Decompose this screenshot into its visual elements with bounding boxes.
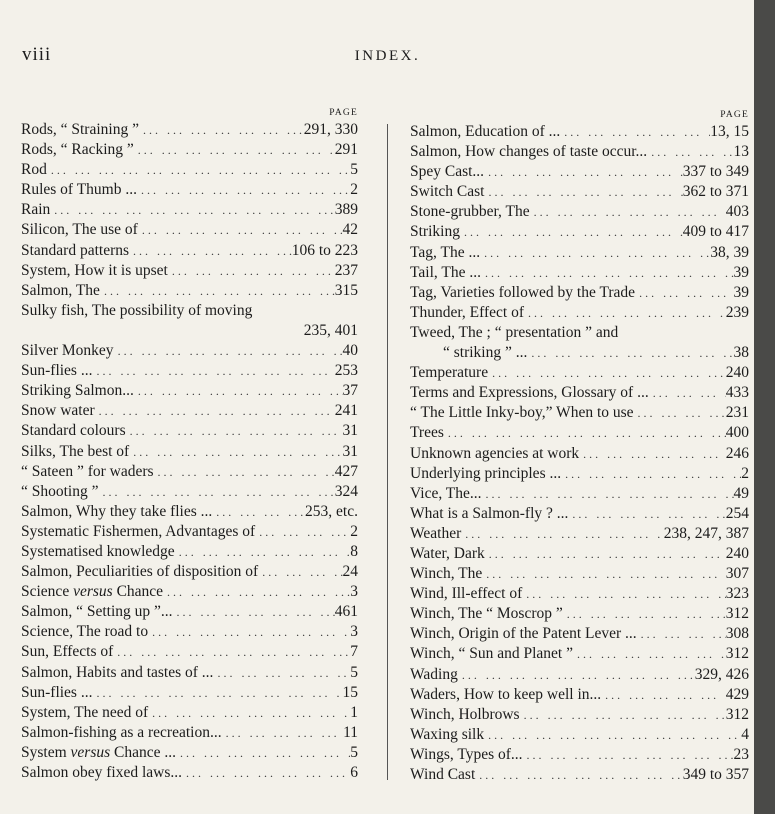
dot-leader — [113, 642, 350, 662]
entry-term: Stone-grubber, The — [410, 203, 530, 221]
index-entry — [21, 703, 358, 723]
entry-pages: 38 — [733, 344, 749, 362]
index-entry — [21, 200, 358, 220]
entry-term: Wind Cast — [410, 766, 476, 783]
entry-pages: 312 — [725, 705, 749, 723]
index-entry — [21, 341, 358, 361]
index-entry — [410, 303, 749, 323]
entry-pages: 315 — [334, 281, 358, 299]
entry-pages: 291 — [334, 141, 358, 159]
entry-pages: 42 — [342, 221, 358, 239]
entry-pages: 2 — [350, 181, 358, 199]
dot-leader — [522, 584, 725, 604]
dot-leader — [649, 383, 726, 403]
dot-leader — [168, 261, 335, 281]
entry-pages: 1 — [350, 703, 358, 721]
index-entry — [21, 542, 358, 562]
index-entry — [410, 705, 749, 725]
index-entry — [21, 361, 358, 381]
entry-term: Winch, “ Sun and Planet ” — [410, 645, 573, 663]
entry-pages: 400 — [725, 424, 749, 442]
entry-pages: 5 — [350, 663, 358, 681]
dot-leader — [154, 462, 335, 482]
entry-term: Wings, Types of... — [410, 745, 523, 763]
page-edge-shadow — [754, 0, 775, 814]
entry-term: Sun-flies ... — [21, 683, 93, 701]
entry-term: Terms and Expressions, Glossary of ... — [410, 384, 649, 402]
entry-term: Salmon, “ Setting up ”... — [21, 603, 173, 621]
dot-leader — [134, 140, 335, 160]
index-entry — [21, 482, 358, 502]
dot-leader — [527, 343, 733, 363]
dot-leader — [92, 683, 342, 703]
entry-term: Rods, “ Racking ” — [21, 141, 134, 159]
entry-term: Snow water — [21, 402, 95, 420]
index-entry — [21, 743, 358, 763]
dot-leader — [561, 464, 741, 484]
entry-term: Sun-flies ... — [21, 362, 93, 380]
entry-term: Standard patterns — [21, 241, 130, 259]
index-entry — [410, 403, 749, 423]
entry-term: Tag, Varieties followed by the Trade — [410, 283, 636, 301]
entry-term: Tweed, The ; “ presentation ” and — [410, 323, 619, 341]
dot-leader — [635, 283, 733, 303]
entry-term: Systematised knowledge — [21, 542, 175, 560]
entry-pages: 349 to 357 — [682, 766, 749, 783]
right-index-column — [410, 106, 749, 785]
entry-term: Rain — [21, 201, 51, 219]
index-entry — [21, 582, 358, 602]
dot-leader — [520, 705, 726, 725]
entry-term: “ Shooting ” — [21, 482, 99, 500]
index-entry — [410, 544, 749, 564]
entry-term: “ striking ” ... — [443, 344, 528, 362]
entry-pages: 239 — [725, 303, 749, 321]
entry-pages: 324 — [334, 482, 358, 500]
entry-term: Winch, Holbrows — [410, 705, 520, 723]
entry-term: Salmon, Peculiarities of disposition of — [21, 563, 259, 581]
dot-leader — [137, 180, 350, 200]
dot-leader — [95, 401, 335, 421]
index-entry — [410, 745, 749, 765]
entry-pages: 8 — [350, 542, 358, 560]
entry-term: Silver Monkey — [21, 342, 114, 360]
entry-term: Vice, The... — [410, 484, 482, 502]
entry-term: Salmon, Why they take flies ... — [21, 502, 213, 520]
entry-pages: 253, etc. — [305, 502, 358, 520]
index-entry — [410, 665, 749, 685]
entry-pages: 39 — [733, 283, 749, 301]
entry-pages: 31 — [342, 442, 358, 460]
index-entry — [21, 663, 358, 683]
entry-term: Wind, Ill-effect of — [410, 585, 523, 603]
index-entry — [410, 464, 749, 484]
entry-pages: 291, 330 — [303, 121, 358, 138]
dot-leader — [458, 665, 695, 685]
index-entry — [410, 222, 749, 242]
dot-leader — [488, 363, 726, 383]
entry-term: Sulky fish, The possibility of moving — [21, 301, 253, 319]
index-entry — [21, 381, 358, 401]
entry-term: Science versus Chance — [21, 583, 164, 601]
entry-pages: 24 — [342, 563, 358, 581]
dot-leader — [175, 542, 351, 562]
entry-term: Trees — [410, 424, 444, 442]
column-divider — [387, 124, 388, 780]
dot-leader — [173, 602, 335, 622]
entry-term: Wading — [410, 665, 458, 683]
entry-pages: 403 — [725, 203, 749, 221]
dot-leader — [182, 763, 350, 783]
index-entry — [410, 423, 749, 443]
index-entry — [410, 604, 749, 624]
dot-leader — [92, 361, 334, 381]
index-entry — [410, 343, 749, 363]
dot-leader — [444, 423, 726, 443]
dot-leader — [481, 263, 734, 283]
entry-term: Rods, “ Straining ” — [21, 121, 139, 138]
index-entry — [21, 763, 358, 783]
index-entry — [410, 202, 749, 222]
entry-term: Salmon-fishing as a recreation... — [21, 723, 222, 741]
dot-leader — [647, 142, 733, 162]
entry-term: Salmon, Education of ... — [410, 123, 561, 140]
index-entry — [21, 462, 358, 482]
entry-term: Winch, The “ Moscrop ” — [410, 605, 563, 623]
entry-term: Switch Cast — [410, 183, 485, 201]
entry-pages: 246 — [725, 444, 749, 462]
entry-term: Temperature — [410, 364, 489, 382]
dot-leader — [480, 243, 710, 263]
dot-leader — [114, 341, 343, 361]
dot-leader — [523, 745, 734, 765]
entry-pages: 5 — [350, 743, 358, 761]
dot-leader — [485, 544, 726, 564]
dot-leader — [148, 703, 350, 723]
entry-pages: 308 — [725, 625, 749, 643]
entry-pages: 4 — [741, 725, 749, 743]
dot-leader — [560, 122, 710, 142]
entry-pages: 13, 15 — [710, 123, 749, 140]
page-number: viii — [22, 44, 52, 65]
index-entry — [410, 584, 749, 604]
entry-pages: 106 to 223 — [291, 241, 358, 259]
index-entry — [410, 624, 749, 644]
entry-pages: 429 — [725, 685, 749, 703]
entry-pages: 240 — [725, 544, 749, 562]
entry-pages: 362 to 371 — [682, 183, 749, 201]
index-entry — [21, 522, 358, 542]
entry-pages: 39 — [733, 263, 749, 281]
entry-term: Salmon, How changes of taste occur... — [410, 143, 648, 161]
index-entry — [21, 683, 358, 703]
entry-term: Systematic Fishermen, Advantages of — [21, 522, 256, 540]
dot-leader — [100, 281, 335, 301]
dot-leader — [485, 182, 683, 202]
entry-term: What is a Salmon-fly ? ... — [410, 504, 569, 522]
dot-leader — [126, 421, 343, 441]
entry-term: Weather — [410, 524, 462, 542]
left-index-column — [21, 106, 358, 783]
dot-leader — [129, 241, 292, 261]
entry-pages: 433 — [725, 384, 749, 402]
entry-term: “ Sateen ” for waders — [21, 462, 154, 480]
entry-pages: 7 — [350, 643, 358, 661]
entry-term: “ The Little Inky-boy,” When to use — [410, 404, 634, 422]
index-entry — [410, 182, 749, 202]
dot-leader — [482, 564, 725, 584]
entry-term: Waxing silk — [410, 725, 485, 743]
dot-leader — [47, 160, 350, 180]
dot-leader — [475, 765, 682, 785]
entry-term: Rod — [21, 161, 47, 179]
index-entry — [21, 723, 358, 743]
entry-pages: 409 to 417 — [682, 223, 749, 241]
entry-pages: 237 — [334, 261, 358, 279]
dot-leader — [579, 444, 726, 464]
entry-pages: 11 — [343, 723, 358, 741]
entry-term: Silicon, The use of — [21, 221, 138, 239]
entry-term: Underlying principles ... — [410, 464, 562, 482]
entry-pages: 238, 247, 387 — [663, 524, 749, 542]
entry-pages: 240 — [725, 364, 749, 382]
entry-pages: 329, 426 — [694, 665, 749, 683]
entry-term: Striking — [410, 223, 460, 241]
dot-leader — [484, 725, 741, 745]
dot-leader — [212, 502, 305, 522]
index-entry — [21, 562, 358, 582]
entry-pages: 312 — [725, 605, 749, 623]
index-entry — [21, 442, 358, 462]
entry-pages: 235, 401 — [303, 321, 358, 339]
entry-term: Winch, Origin of the Patent Lever ... — [410, 625, 637, 643]
entry-pages: 49 — [733, 484, 749, 502]
dot-leader — [530, 202, 726, 222]
entry-term: Sun, Effects of — [21, 643, 114, 661]
index-entry — [410, 524, 749, 544]
entry-pages: 253 — [334, 362, 358, 380]
entry-term: Tag, The ... — [410, 243, 481, 261]
entry-term: Waders, How to keep well in... — [410, 685, 602, 703]
dot-leader — [139, 120, 304, 140]
dot-leader — [129, 442, 342, 462]
index-entry — [21, 160, 358, 180]
index-entry — [21, 622, 358, 642]
index-entry — [21, 401, 358, 421]
index-entry — [410, 142, 749, 162]
entry-term: Rules of Thumb ... — [21, 181, 137, 199]
index-entry — [410, 323, 749, 343]
entry-pages: 307 — [725, 565, 749, 583]
index-entry — [21, 301, 358, 321]
index-entry — [410, 283, 749, 303]
entry-pages: 31 — [342, 422, 358, 440]
entry-pages: 427 — [334, 462, 358, 480]
index-entry — [21, 642, 358, 662]
page-column-label: PAGE — [329, 108, 358, 118]
entry-pages: 2 — [350, 522, 358, 540]
dot-leader — [637, 624, 726, 644]
index-entry — [21, 602, 358, 622]
entry-pages: 312 — [725, 645, 749, 663]
entry-term: Silks, The best of — [21, 442, 130, 460]
index-entry — [21, 220, 358, 240]
entry-pages: 254 — [725, 504, 749, 522]
entry-pages: 13 — [733, 143, 749, 161]
entry-term: Spey Cast... — [410, 163, 485, 181]
entry-term: System, The need of — [21, 703, 149, 721]
left-entry-list — [21, 120, 358, 783]
entry-pages: 38, 39 — [710, 243, 749, 261]
dot-leader — [563, 604, 726, 624]
entry-term: Water, Dark — [410, 544, 485, 562]
entry-pages: 2 — [741, 464, 749, 482]
entry-pages: 241 — [334, 402, 358, 420]
index-entry — [21, 180, 358, 200]
entry-pages: 3 — [350, 623, 358, 641]
dot-leader — [138, 220, 343, 240]
dot-leader — [163, 582, 350, 602]
index-entry — [410, 504, 749, 524]
entry-pages: 37 — [342, 382, 358, 400]
dot-leader — [460, 222, 683, 242]
index-entry — [410, 122, 749, 142]
entry-term: Standard colours — [21, 422, 126, 440]
index-entry — [410, 685, 749, 705]
index-entry — [21, 261, 358, 281]
entry-pages: 6 — [350, 764, 358, 781]
index-entry — [410, 363, 749, 383]
dot-leader — [255, 522, 350, 542]
index-entry — [410, 564, 749, 584]
page-title: INDEX. — [354, 48, 421, 64]
dot-leader — [484, 162, 683, 182]
entry-term: Striking Salmon... — [21, 382, 134, 400]
dot-leader — [482, 484, 734, 504]
index-entry — [410, 725, 749, 745]
dot-leader — [524, 303, 726, 323]
index-entry — [21, 321, 358, 341]
entry-term: Salmon obey fixed laws... — [21, 764, 183, 781]
entry-pages: 337 to 349 — [682, 163, 749, 181]
entry-term: System, How it is upset — [21, 261, 168, 279]
index-entry — [410, 765, 749, 785]
right-entry-list — [410, 122, 749, 785]
index-entry — [410, 644, 749, 664]
dot-leader — [99, 482, 335, 502]
dot-leader — [176, 743, 350, 763]
entry-pages: 389 — [334, 201, 358, 219]
index-entry — [21, 241, 358, 261]
entry-pages: 5 — [350, 161, 358, 179]
dot-leader — [148, 622, 350, 642]
entry-pages: 231 — [725, 404, 749, 422]
index-entry — [410, 263, 749, 283]
index-entry — [21, 421, 358, 441]
entry-term: Salmon, The — [21, 281, 100, 299]
dot-leader — [213, 663, 350, 683]
index-entry — [21, 502, 358, 522]
entry-pages: 15 — [342, 683, 358, 701]
dot-leader — [50, 200, 334, 220]
entry-term: Unknown agencies at work — [410, 444, 580, 462]
dot-leader — [568, 504, 725, 524]
entry-term: Science, The road to — [21, 623, 149, 641]
entry-pages: 461 — [334, 603, 358, 621]
index-entry — [410, 444, 749, 464]
entry-term: Tail, The ... — [410, 263, 481, 281]
entry-pages: 323 — [725, 585, 749, 603]
entry-pages: 3 — [350, 583, 358, 601]
index-entry — [21, 120, 358, 140]
index-entry — [410, 162, 749, 182]
dot-leader — [601, 685, 726, 705]
entry-term: Thunder, Effect of — [410, 303, 525, 321]
entry-pages: 23 — [733, 745, 749, 763]
dot-leader — [634, 403, 726, 423]
dot-leader — [134, 381, 343, 401]
index-entry — [410, 383, 749, 403]
index-entry — [21, 140, 358, 160]
entry-term: Salmon, Habits and tastes of ... — [21, 663, 214, 681]
dot-leader — [222, 723, 343, 743]
index-entry — [21, 281, 358, 301]
entry-term: System versus Chance ... — [21, 743, 176, 761]
dot-leader — [573, 644, 726, 664]
index-entry — [410, 484, 749, 504]
page-column-label: PAGE — [720, 110, 749, 120]
entry-term: Winch, The — [410, 565, 483, 583]
entry-pages: 40 — [342, 342, 358, 360]
index-entry — [410, 243, 749, 263]
dot-leader — [258, 562, 342, 582]
dot-leader — [461, 524, 664, 544]
